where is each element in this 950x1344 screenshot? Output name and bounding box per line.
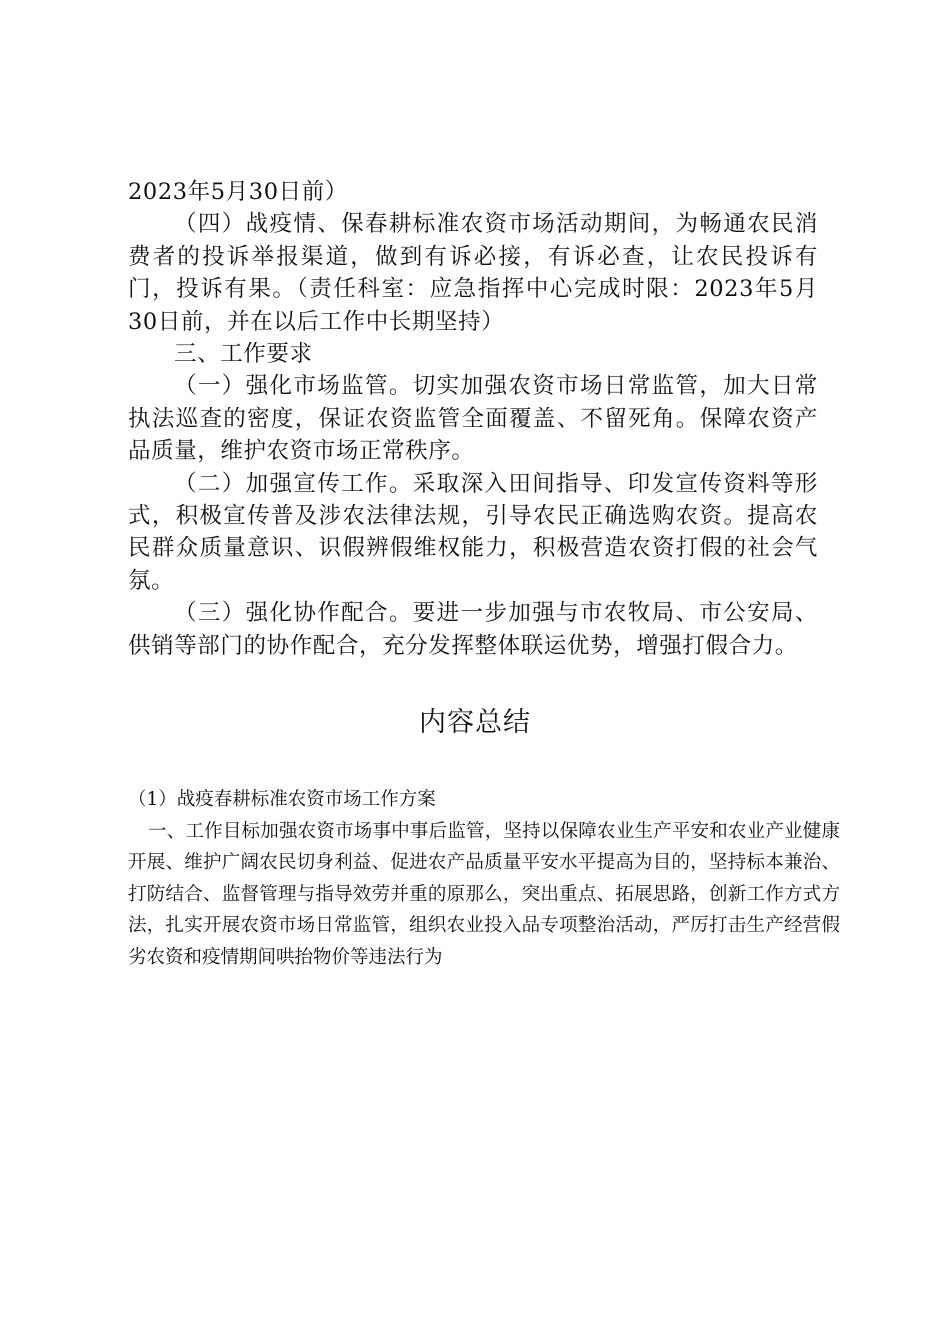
document-body <box>128 176 818 662</box>
summary-section <box>128 784 840 973</box>
paragraph-item-four: （四）战疫情、保春耕标准农资市场活动期间，为畅通农民消费者的投诉举报渠道，做到有诉必接，有诉必查，让农民投诉有门，投诉有果。（责任科室：应急指挥中心完成时限：2023年5月30日前，并在以后工作中长期坚持） <box>128 211 818 335</box>
section-heading-work-requirements: 三、工作要求 <box>174 341 313 368</box>
summary-title: 内容总结 <box>419 707 531 738</box>
deadline-continuation: 2023年5月30日前） <box>128 179 348 205</box>
summary-paragraph: 一、工作目标加强农资市场事中事后监管，坚持以保障农业生产平安和农业产业健康开展、维护广阔农民切身利益、促进农产品质量平安水平提高为目的，坚持标本兼治、打防结合、监督管理与指导效劳并重的原那么，突出重点、拓展思路，创新工作方式方法，扎实开展农资市场日常监管，组织农业投入品专项整治活动，严厉打击生产经营假劣农资和疫情期间哄抬物价等违法行为 <box>128 820 840 968</box>
paragraph-requirement-two: （二）加强宣传工作。采取深入田间指导、印发宣传资料等形式，积极宣传普及涉农法律法规，引导农民正确选购农资。提高农民群众质量意识、识假辨假维权能力，积极营造农资打假的社会气氛。 <box>128 470 818 594</box>
paragraph-requirement-three: （三）强化协作配合。要进一步加强与市农牧局、市公安局、供销等部门的协作配合，充分发挥整体联运优势，增强打假合力。 <box>128 600 818 659</box>
summary-item-heading: （1）战疫春耕标准农资市场工作方案 <box>128 789 436 810</box>
paragraph-requirement-one: （一）强化市场监管。切实加强农资市场日常监管，加大日常执法巡查的密度，保证农资监管全面覆盖、不留死角。保障农资产品质量，维护农资市场正常秩序。 <box>128 373 818 465</box>
